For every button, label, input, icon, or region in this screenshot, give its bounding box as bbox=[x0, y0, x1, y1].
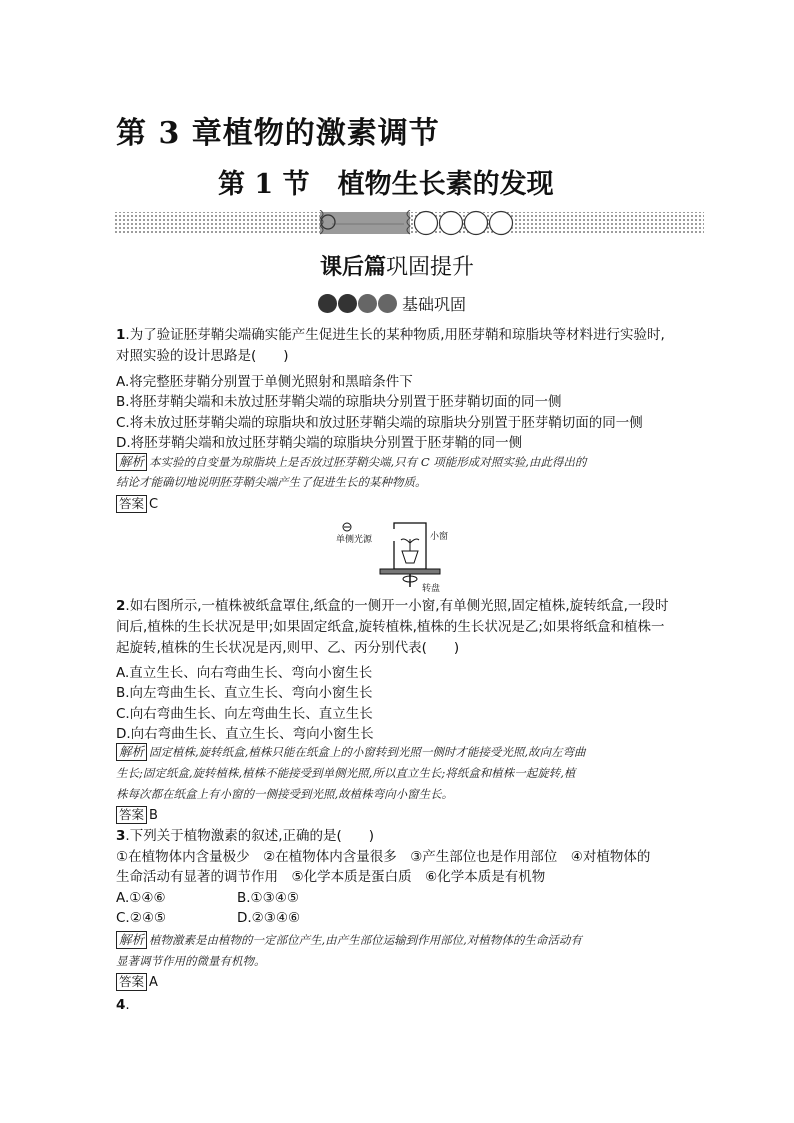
q2-stem-line3: 起旋转,植株的生长状况是丙,则甲、乙、丙分别代表( ) bbox=[116, 640, 460, 656]
q3-stem bbox=[116, 826, 374, 846]
answer-tag: 答案 bbox=[116, 806, 147, 824]
q2-stem-line1 bbox=[116, 596, 668, 616]
q1-answer bbox=[116, 495, 158, 513]
q1-answer-value: C bbox=[149, 497, 159, 512]
answer-tag: 答案 bbox=[116, 495, 147, 513]
q1-stem-line1 bbox=[116, 325, 665, 345]
q1-option-b: B.将胚芽鞘尖端和未放过胚芽鞘尖端的琼脂块分别置于胚芽鞘切面的同一侧 bbox=[116, 394, 562, 410]
subsection-heading bbox=[318, 291, 466, 315]
section-number: 第 1 节 bbox=[218, 169, 310, 200]
analysis-tag: 解析 bbox=[116, 931, 147, 949]
q3-stem-text: .下列关于植物激素的叙述,正确的是( ) bbox=[125, 828, 375, 844]
q2-number: 2 bbox=[116, 598, 126, 614]
bullet-dot-icon bbox=[318, 294, 337, 313]
bullet-dot-icon bbox=[378, 294, 397, 313]
q1-number: 1 bbox=[116, 327, 126, 343]
q2-option-c: C.向右弯曲生长、向左弯曲生长、直立生长 bbox=[116, 706, 373, 722]
q2-analysis-line3: 株每次都在纸盒上有小窗的一侧接受到光照,故植株弯向小窗生长。 bbox=[116, 787, 454, 801]
section-title: 植物生长素的发现 bbox=[337, 169, 554, 200]
subheading bbox=[0, 250, 794, 281]
q1-stem-text: .为了验证胚芽鞘尖端确实能产生促进生长的某种物质,用胚芽鞘和琼脂块等材料进行实验时, bbox=[125, 327, 665, 343]
q2-option-a: A.直立生长、向右弯曲生长、弯向小窗生长 bbox=[116, 665, 373, 681]
q3-option-d: D.②③④⑥ bbox=[237, 910, 301, 926]
q1-option-c: C.将未放过胚芽鞘尖端的琼脂块和放过胚芽鞘尖端的琼脂块分别置于胚芽鞘切面的同一侧 bbox=[116, 415, 643, 431]
q2-analysis-line2: 生长;固定纸盒,旋转植株,植株不能接受到单侧光照,所以直立生长;将纸盒和植株一起旋转,植 bbox=[116, 766, 576, 780]
plant-box-figure bbox=[336, 521, 466, 593]
q4-stem bbox=[116, 995, 130, 1015]
q2-analysis-line1 bbox=[116, 743, 585, 761]
window-label: 小窗 bbox=[430, 532, 449, 542]
subheading-rest: 巩固提升 bbox=[386, 255, 475, 280]
q1-analysis-text: 本实验的自变量为琼脂块上是否放过胚芽鞘尖端,只有 C 项能形成对照实验,由此得出的 bbox=[149, 455, 587, 469]
q1-stem-line2: 对照实验的设计思路是( ) bbox=[116, 348, 289, 364]
q2-stem-text: .如右图所示,一植株被纸盒罩住,纸盒的一侧开一小窗,有单侧光照,固定植株,旋转纸盒,一段时 bbox=[125, 598, 669, 614]
answer-tag: 答案 bbox=[116, 973, 147, 991]
light-source-label: 单侧光源 bbox=[336, 535, 373, 545]
chapter-title: 第 3 章植物的激素调节 bbox=[116, 116, 440, 151]
q1-option-a: A.将完整胚芽鞘分别置于单侧光照射和黑暗条件下 bbox=[116, 374, 413, 390]
section-heading bbox=[218, 162, 554, 201]
analysis-tag: 解析 bbox=[116, 453, 147, 471]
q1-analysis-line1 bbox=[116, 453, 586, 471]
q1-analysis-line2: 结论才能确切地说明胚芽鞘尖端产生了促进生长的某种物质。 bbox=[116, 475, 427, 489]
q3-answer-value: A bbox=[149, 975, 158, 990]
bullet-dot-icon bbox=[358, 294, 377, 313]
q3-option-b: B.①③④⑤ bbox=[237, 890, 299, 906]
q2-stem-line2: 间后,植株的生长状况是甲;如果固定纸盒,旋转植株,植株的生长状况是乙;如果将纸盒和植株一 bbox=[116, 619, 665, 635]
decorative-banner bbox=[114, 210, 704, 238]
q4-number: 4 bbox=[116, 997, 126, 1013]
q2-answer-value: B bbox=[149, 808, 158, 823]
q3-answer bbox=[116, 973, 158, 991]
q2-answer bbox=[116, 806, 158, 824]
analysis-tag: 解析 bbox=[116, 743, 147, 761]
q3-option-c: C.②④⑤ bbox=[116, 910, 167, 926]
q3-analysis-text: 植物激素是由植物的一定部位产生,由产生部位运输到作用部位,对植物体的生命活动有 bbox=[149, 933, 582, 947]
q2-option-b: B.向左弯曲生长、直立生长、弯向小窗生长 bbox=[116, 685, 373, 701]
q4-stem-text: . bbox=[125, 997, 130, 1013]
turntable-label: 转盘 bbox=[422, 584, 441, 594]
q3-items-line1: ①在植物体内含量极少 ②在植物体内含量很多 ③产生部位也是作用部位 ④对植物体的 bbox=[116, 849, 651, 865]
q3-number: 3 bbox=[116, 828, 126, 844]
q2-analysis-text: 固定植株,旋转纸盒,植株只能在纸盒上的小窗转到光照一侧时才能接受光照,故向左弯曲 bbox=[149, 745, 586, 759]
q3-option-a: A.①④⑥ bbox=[116, 890, 166, 906]
q2-option-d: D.向右弯曲生长、直立生长、弯向小窗生长 bbox=[116, 726, 374, 742]
q1-option-d: D.将胚芽鞘尖端和放过胚芽鞘尖端的琼脂块分别置于胚芽鞘的同一侧 bbox=[116, 435, 523, 451]
q3-analysis-line1 bbox=[116, 931, 582, 949]
subheading-bold: 课后篇 bbox=[319, 254, 386, 280]
q3-items-line2: 生命活动有显著的调节作用 ⑤化学本质是蛋白质 ⑥化学本质是有机物 bbox=[116, 869, 546, 885]
subsection-label: 基础巩固 bbox=[402, 294, 467, 314]
bullet-dot-icon bbox=[338, 294, 357, 313]
q3-analysis-line2: 显著调节作用的微量有机物。 bbox=[116, 954, 266, 968]
